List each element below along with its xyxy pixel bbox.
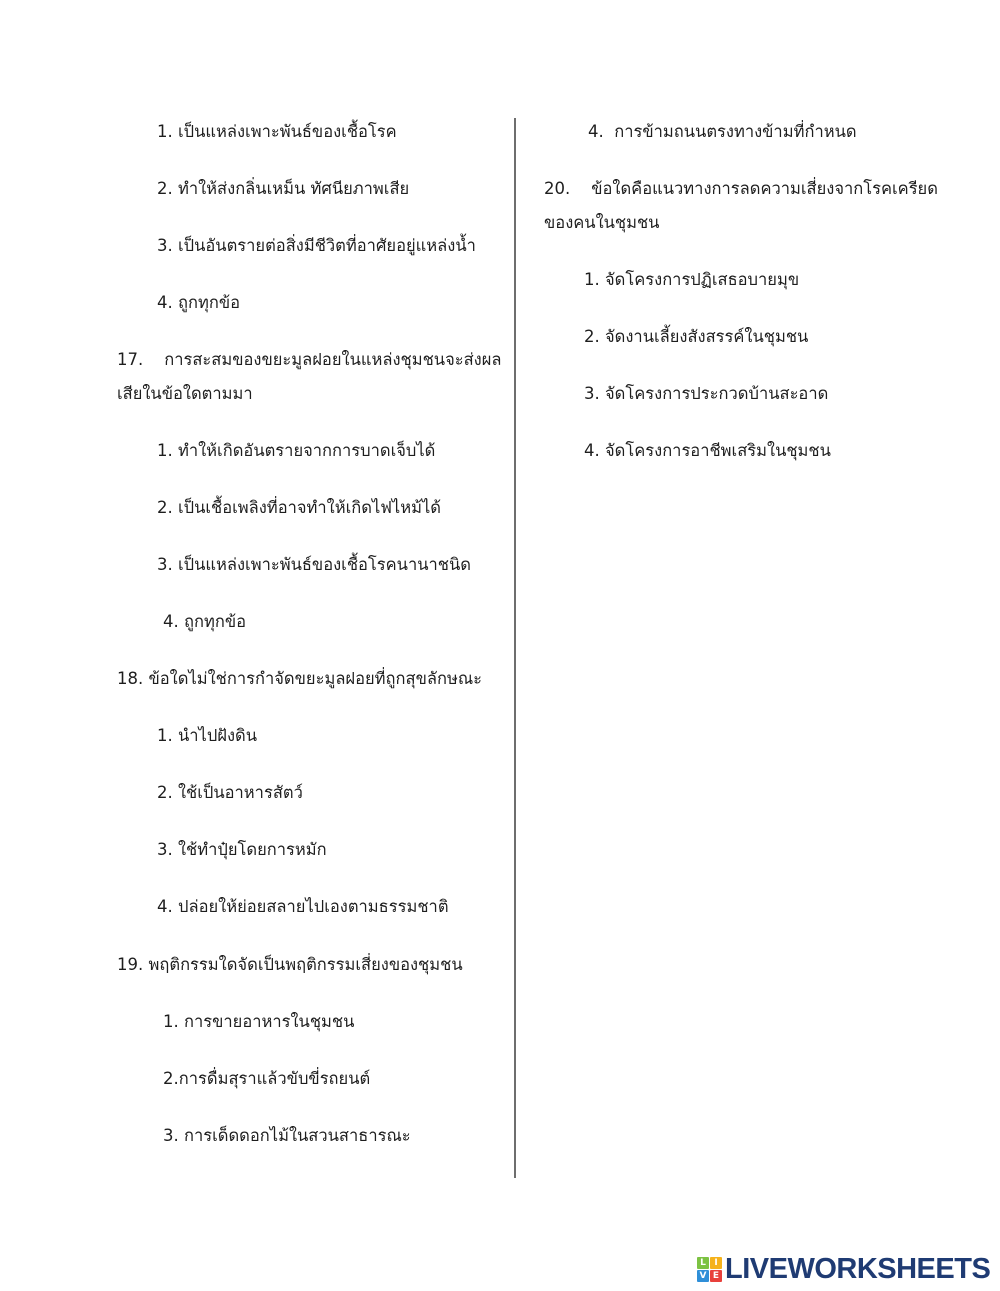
q16-option-3: 3. เป็นอันตรายต่อสิ่งมีชีวิตที่อาศัยอยู่แหล่งน้ำ [157,236,476,255]
q19-option-4: 4. การข้ามถนนตรงทางข้ามที่กำหนด [588,122,857,141]
logo-tile-i: I [710,1257,722,1269]
q18-question: 18. ข้อใดไม่ใช่การกำจัดขยะมูลฝอยที่ถูกสุขลักษณะ [117,669,483,688]
logo-tile-e: E [710,1270,722,1282]
q20-option-1: 1. จัดโครงการปฏิเสธอบายมุข [584,270,800,289]
q17-question-line1: 17. การสะสมของขยะมูลฝอยในแหล่งชุมชนจะส่งผล [117,350,502,369]
q19-option-2: 2.การดื่มสุราแล้วขับขี่รถยนต์ [163,1069,371,1088]
q17-option-3: 3. เป็นแหล่งเพาะพันธ์ของเชื้อโรคนานาชนิด [157,555,471,574]
liveworksheets-logo[interactable] [697,1254,990,1284]
logo-tiles-icon [697,1257,722,1282]
logo-text: LIVEWORKSHEETS [725,1253,991,1285]
q16-option-2: 2. ทำให้ส่งกลิ่นเหม็น ทัศนียภาพเสีย [157,179,410,198]
q20-question-line2: ของคนในชุมชน [544,213,660,232]
q17-question-line2: เสียในข้อใดตามมา [117,384,253,403]
q16-option-4: 4. ถูกทุกข้อ [157,293,241,312]
logo-tile-v: V [697,1270,709,1282]
q20-option-3: 3. จัดโครงการประกวดบ้านสะอาด [584,384,829,403]
q20-option-4: 4. จัดโครงการอาชีพเสริมในชุมชน [584,441,831,460]
logo-tile-l: L [697,1257,709,1269]
q18-option-4: 4. ปล่อยให้ย่อยสลายไปเองตามธรรมชาติ [157,897,449,916]
q19-option-1: 1. การขายอาหารในชุมชน [163,1012,355,1031]
q17-option-1: 1. ทำให้เกิดอันตรายจากการบาดเจ็บได้ [157,441,436,460]
q18-option-3: 3. ใช้ทำปุ๋ยโดยการหมัก [157,840,327,859]
q17-option-2: 2. เป็นเชื้อเพลิงที่อาจทำให้เกิดไฟไหม้ได้ [157,498,441,517]
q18-option-2: 2. ใช้เป็นอาหารสัตว์ [157,783,303,802]
q17-option-4: 4. ถูกทุกข้อ [163,612,247,631]
q20-option-2: 2. จัดงานเลี้ยงสังสรรค์ในชุมชน [584,327,809,346]
q19-option-3: 3. การเด็ดดอกไม้ในสวนสาธารณะ [163,1126,411,1145]
q19-question: 19. พฤติกรรมใดจัดเป็นพฤติกรรมเสี่ยงของชุมชน [117,955,463,974]
column-divider [514,118,516,1178]
q18-option-1: 1. นำไปฝังดิน [157,726,258,745]
q16-option-1: 1. เป็นแหล่งเพาะพันธ์ของเชื้อโรค [157,122,397,141]
q20-question-line1: 20. ข้อใดคือแนวทางการลดความเสี่ยงจากโรคเครียด [544,179,938,198]
